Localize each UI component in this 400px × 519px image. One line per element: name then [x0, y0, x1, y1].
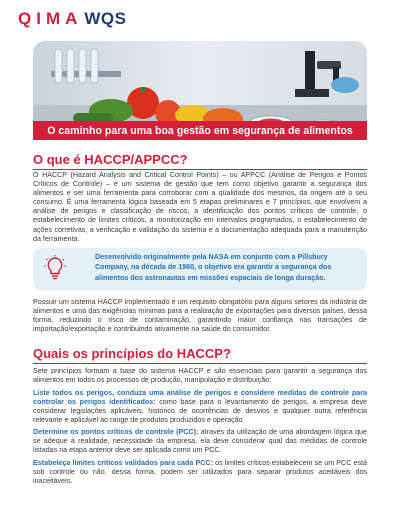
principle-item: [33, 389, 367, 425]
lightbulb-icon: [44, 255, 66, 281]
section-heading-what-is-haccp: O que é HACCP/APPCC?: [33, 152, 188, 167]
principle-lead: Estabeleça limites críticos validados para cada PCC:: [33, 459, 213, 467]
nasa-callout-box: [33, 248, 367, 290]
principle-lead: Determine os pontos críticos de controle (PCC):: [33, 428, 199, 436]
requirement-paragraph: Possuir um sistema HACCP implementado é um requisito obrigatório para alguns setores da indústria de alimentos e uma das exigências mínimas para a realização de exportações para diversos países, dessa forma, reduzindo o risco de contaminação, garantindo maior confiança nas transações de importação/exportação e contribuindo ativamente na saúde do consumidor.: [33, 298, 367, 334]
principle-text: através da utilização de uma abordagem lógica que se adeque à realidade, necessidade da empresa, ela deve considerar qual das medidas de controle listadas na etapa anterior deve ser aplicada como um PCC.: [33, 428, 367, 455]
logo-qima-text: QIMA: [18, 9, 83, 28]
principle-text: os limites críticos estabelecem se um PCC está sob controle ou não, dessa forma, podem ser utilizados para separar produtos aceitáveis dos inaceitáveis.: [33, 459, 368, 486]
intro-paragraph: O HACCP (Hazard Analysis and Critical Control Points) – ou APPCC (Análise de Perigos e Pontos Críticos de Controle) – é um sistema de gestão que tem como objetivo garantir a segurança dos alimentos e ser uma ferramenta para corroborar com a qualidade dos mesmos, da origem até o seu consumo. É uma ferramenta lógica baseada em 5 etapas preliminares e 7 princípios, que envolvem a análise de perigos e classificação de riscos, a identificação dos pontos críticos de controle, o estabelecimento de limites críticos, a monitorização em intervalos programados, o estabelecimento de ações corretivas, a verificação e validação do sistema e a documentação adequada para a manutenção da ferramenta.: [33, 171, 367, 243]
callout-text: Desenvolvido originalmente pela NASA em conjunto com a Pillsbury Company, na década de 1960, o objetivo era garantir a segurança dos alimentos dos astronautas em missões espaciais de longa duração.: [95, 253, 332, 282]
principle-item: [33, 459, 367, 486]
principle-lead: Liste todos os perigos, conduza uma análise de perigos e considere medidas de controle para controlar os perigos identificados:: [33, 389, 367, 407]
section-heading-principles: Quais os princípios do HACCP?: [33, 346, 231, 361]
section-divider: [33, 363, 367, 364]
section-divider: [33, 169, 367, 170]
logo-wqs-text: WQS: [84, 9, 127, 28]
principle-item: [33, 428, 367, 455]
principle-text: como base para o levantamento de perigos, a empresa deve considerar legislações aplicáveis, histórico de ocorrências de desvios e qualquer outra referência relevante e aplicável ao range de produtos produzidos e operação.: [33, 398, 367, 425]
qima-wqs-logo: [18, 9, 127, 29]
principles-intro: Sete princípios formam a base do sistema HACCP e são essenciais para garantir a segurança dos alimentos em todos os processos de produção, manipulação e distribuição:: [33, 367, 367, 385]
title-banner: [33, 121, 367, 140]
banner-title: O caminho para uma boa gestão em segurança de alimentos: [47, 124, 353, 137]
